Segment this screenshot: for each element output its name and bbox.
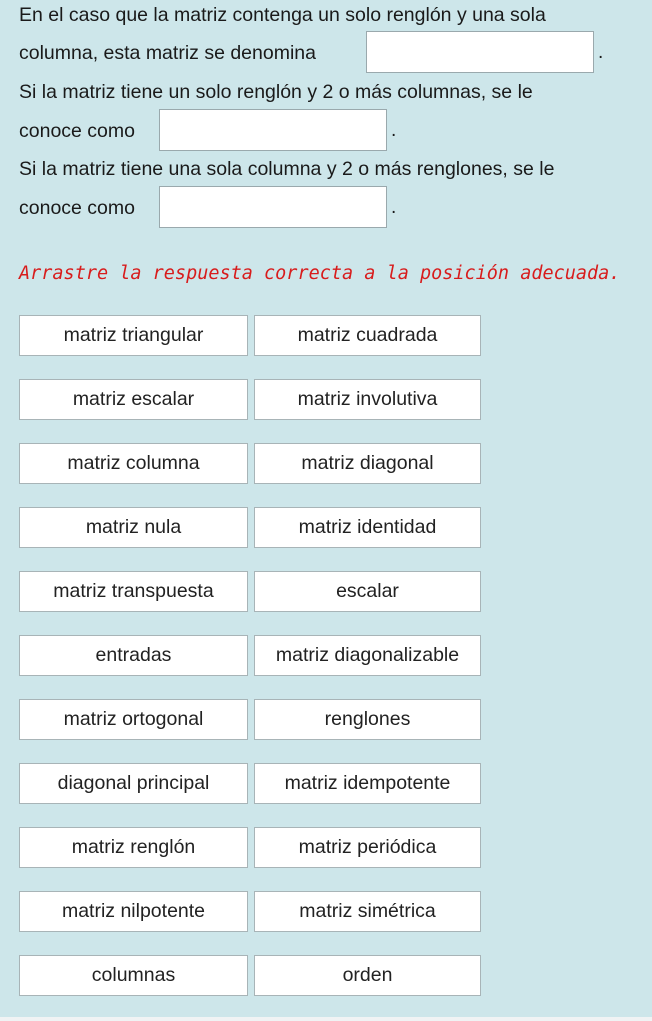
option-diagonal-principal[interactable]: diagonal principal: [19, 763, 248, 804]
question-line-1: En el caso que la matriz contenga un solo renglón y una sola: [19, 4, 546, 26]
question-line-6: conoce como: [19, 197, 135, 219]
option-columnas[interactable]: columnas: [19, 955, 248, 996]
option-matriz-transpuesta[interactable]: matriz transpuesta: [19, 571, 248, 612]
option-matriz-diagonalizable[interactable]: matriz diagonalizable: [254, 635, 481, 676]
option-matriz-involutiva[interactable]: matriz involutiva: [254, 379, 481, 420]
drop-target-3[interactable]: [159, 186, 387, 228]
option-matriz-renglon[interactable]: matriz renglón: [19, 827, 248, 868]
question-line-3: Si la matriz tiene un solo renglón y 2 o más columnas, se le: [19, 81, 533, 103]
question-line-5: Si la matriz tiene una sola columna y 2 o más renglones, se le: [19, 158, 555, 180]
drop-target-1[interactable]: [366, 31, 594, 73]
option-matriz-ortogonal[interactable]: matriz ortogonal: [19, 699, 248, 740]
option-matriz-triangular[interactable]: matriz triangular: [19, 315, 248, 356]
bottom-edge: [0, 1017, 652, 1021]
option-matriz-cuadrada[interactable]: matriz cuadrada: [254, 315, 481, 356]
question-line-2: columna, esta matriz se denomina: [19, 42, 316, 64]
option-matriz-diagonal[interactable]: matriz diagonal: [254, 443, 481, 484]
option-renglones[interactable]: renglones: [254, 699, 481, 740]
option-escalar[interactable]: escalar: [254, 571, 481, 612]
period-2: .: [391, 120, 397, 141]
option-matriz-columna[interactable]: matriz columna: [19, 443, 248, 484]
option-matriz-nula[interactable]: matriz nula: [19, 507, 248, 548]
option-matriz-periodica[interactable]: matriz periódica: [254, 827, 481, 868]
question-line-4: conoce como: [19, 120, 135, 142]
option-matriz-identidad[interactable]: matriz identidad: [254, 507, 481, 548]
answer-options: [19, 315, 481, 996]
option-matriz-idempotente[interactable]: matriz idempotente: [254, 763, 481, 804]
instruction-text: Arrastre la respuesta correcta a la posición adecuada.: [19, 263, 621, 284]
option-matriz-nilpotente[interactable]: matriz nilpotente: [19, 891, 248, 932]
option-matriz-simetrica[interactable]: matriz simétrica: [254, 891, 481, 932]
drop-target-2[interactable]: [159, 109, 387, 151]
option-matriz-escalar[interactable]: matriz escalar: [19, 379, 248, 420]
option-entradas[interactable]: entradas: [19, 635, 248, 676]
period-3: .: [391, 197, 397, 218]
period-1: .: [598, 42, 604, 63]
option-orden[interactable]: orden: [254, 955, 481, 996]
